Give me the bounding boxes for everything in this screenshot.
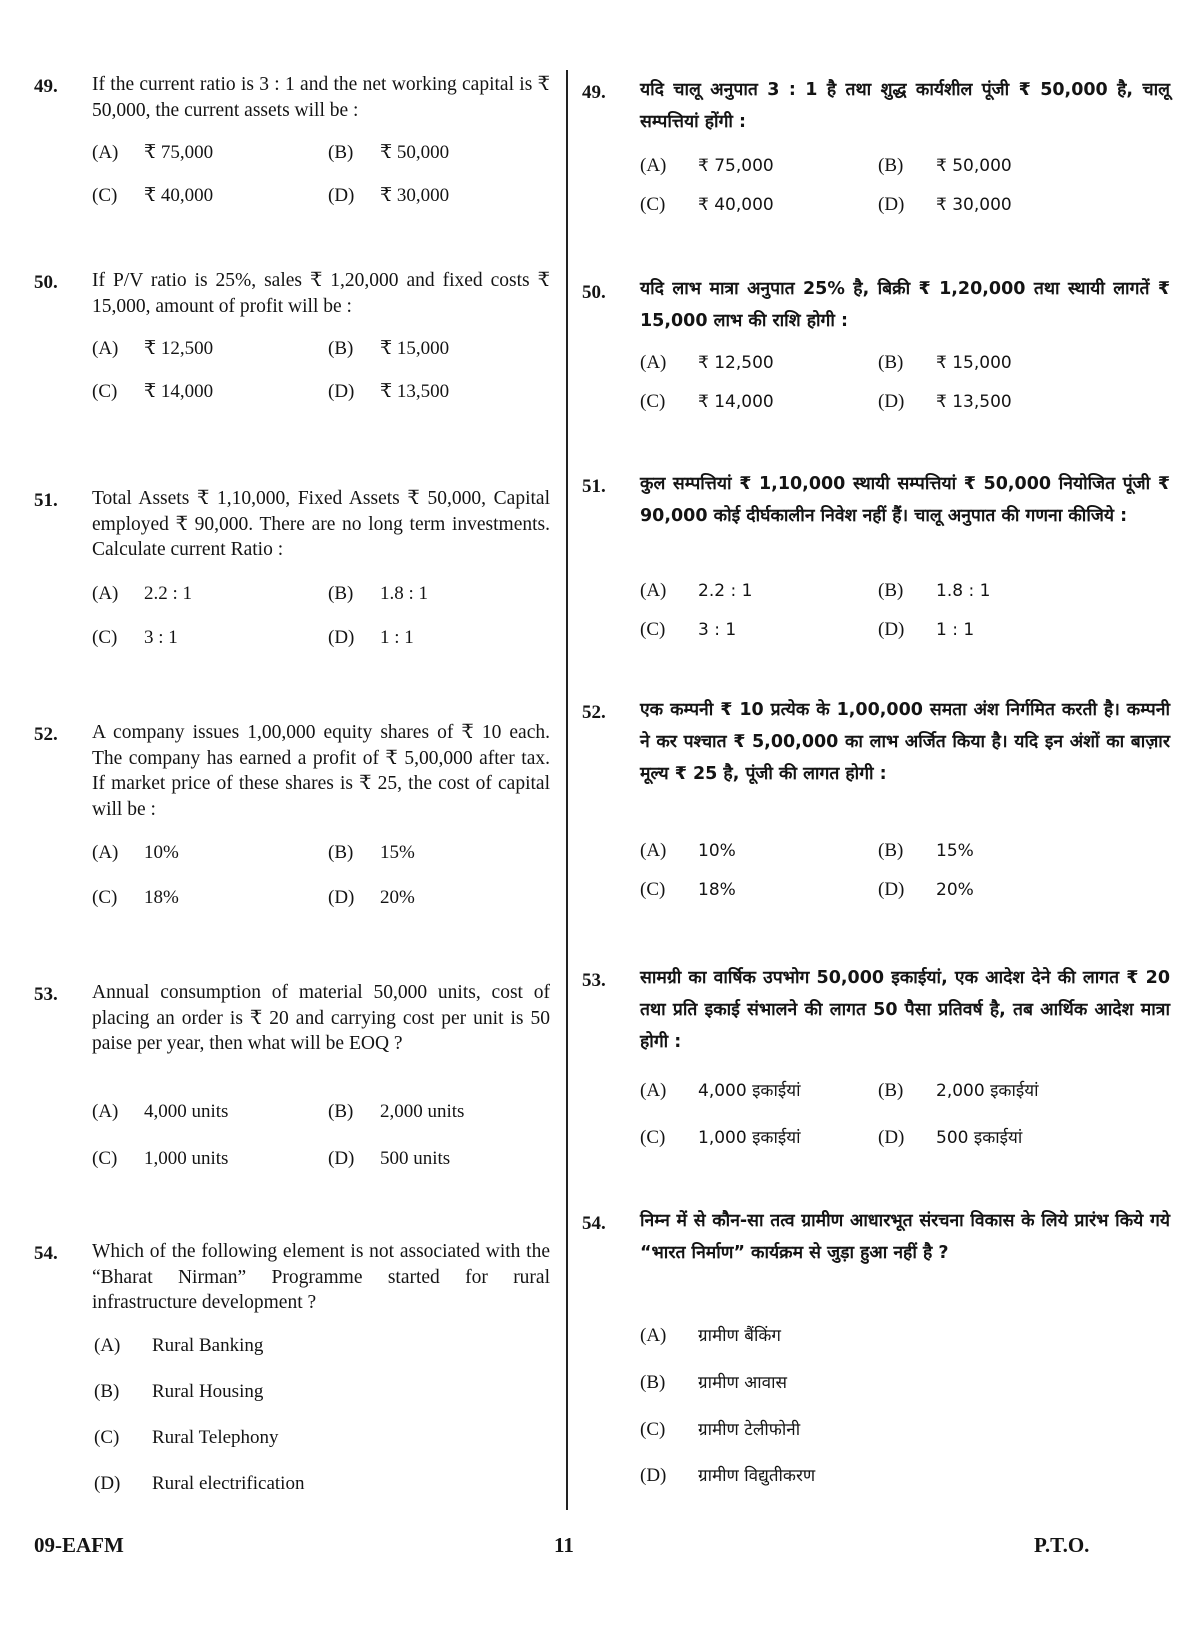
option-a: (A) 2.2 : 1 — [640, 580, 753, 601]
option-c: (C) 18% — [92, 887, 179, 908]
option-c: (C) ₹ 40,000 — [640, 194, 774, 215]
option-b: (B) 2,000 units — [328, 1101, 465, 1122]
option-a: (A) 4,000 इकाईयां — [640, 1080, 801, 1101]
question-text: निम्न में से कौन-सा तत्व ग्रामीण आधारभूत संरचना विकास के लिये प्रारंभ किये गये “भारत निर्माण” कार्यक्रम से जुड़ा हुआ नहीं है ? — [640, 1211, 1170, 1263]
question-number: 50. — [582, 282, 606, 303]
column-divider — [566, 70, 568, 1510]
question-number: 54. — [34, 1243, 58, 1264]
question-text: कुल सम्पत्तियां ₹ 1,10,000 स्थायी सम्पत्तियां ₹ 50,000 नियोजित पूंजी ₹ 90,000 कोई दीर्घकालीन निवेश नहीं हैं। चालू अनुपात की गणना कीजिये : — [640, 474, 1170, 526]
option-c: (C) ₹ 14,000 — [92, 381, 214, 402]
paper-code: 09-EAFM — [34, 1533, 124, 1557]
option-c: (C) Rural Telephony — [94, 1427, 279, 1448]
question-number: 49. — [34, 76, 58, 97]
pto-label: P.T.O. — [1034, 1533, 1090, 1557]
option-b: (B) 15% — [328, 842, 415, 863]
option-a: (A) 4,000 units — [92, 1101, 229, 1122]
question-number: 52. — [582, 702, 606, 723]
option-a: (A) 10% — [640, 840, 736, 861]
option-d: (D) 500 इकाईयां — [878, 1127, 1023, 1148]
option-a: (A) 10% — [92, 842, 179, 863]
option-c: (C) 1,000 इकाईयां — [640, 1127, 801, 1148]
option-c: (C) ₹ 14,000 — [640, 391, 774, 412]
question-text: सामग्री का वार्षिक उपभोग 50,000 इकाईयां, एक आदेश देने की लागत ₹ 20 तथा प्रति इकाई संभालने की लागत 50 पैसा प्रतिवर्ष है, तब आर्थिक आदेश मात्रा होगी : — [640, 968, 1170, 1052]
option-d: (D) ग्रामीण विद्युतीकरण — [640, 1465, 816, 1486]
option-d: (D) ₹ 30,000 — [328, 185, 450, 206]
option-c: (C) 18% — [640, 879, 736, 900]
option-a: (A) Rural Banking — [94, 1335, 264, 1356]
option-b: (B) Rural Housing — [94, 1381, 264, 1402]
question-text: If P/V ratio is 25%, sales ₹ 1,20,000 and fixed costs ₹ 15,000, amount of profit will be : — [92, 270, 550, 317]
question-text: यदि चालू अनुपात 3 : 1 है तथा शुद्ध कार्यशील पूंजी ₹ 50,000 है, चालू सम्पत्तियां होंगी : — [640, 80, 1170, 132]
option-b: (B) ₹ 15,000 — [328, 338, 450, 359]
question-number: 51. — [582, 476, 606, 497]
option-d: (D) ₹ 30,000 — [878, 194, 1012, 215]
option-c: (C) 1,000 units — [92, 1148, 229, 1169]
question-number: 54. — [582, 1213, 606, 1234]
question-number: 53. — [582, 970, 606, 991]
question-text: यदि लाभ मात्रा अनुपात 25% है, बिक्री ₹ 1,20,000 तथा स्थायी लागतें ₹ 15,000 लाभ की राशि होगी : — [640, 279, 1170, 331]
option-a: (A) ₹ 12,500 — [640, 352, 774, 373]
option-c: (C) ₹ 40,000 — [92, 185, 214, 206]
option-b: (B) ₹ 50,000 — [328, 142, 450, 163]
option-a: (A) ग्रामीण बैंकिंग — [640, 1325, 781, 1346]
option-d: (D) 20% — [878, 879, 974, 900]
question-text: Which of the following element is not associated with the “Bharat Nirman” Programme started for rural infrastructure development ? — [92, 1241, 550, 1313]
option-a: (A) ₹ 12,500 — [92, 338, 214, 359]
option-d: (D) ₹ 13,500 — [328, 381, 450, 402]
question-number: 52. — [34, 724, 58, 745]
question-number: 51. — [34, 490, 58, 511]
question-number: 53. — [34, 984, 58, 1005]
option-a: (A) ₹ 75,000 — [92, 142, 214, 163]
question-text: Total Assets ₹ 1,10,000, Fixed Assets ₹ 50,000, Capital employed ₹ 90,000. There are no long term investments. Calculate current Ratio : — [92, 488, 550, 560]
option-d: (D) Rural electrification — [94, 1473, 305, 1494]
question-text: If the current ratio is 3 : 1 and the net working capital is ₹ 50,000, the current assets will be : — [92, 74, 550, 121]
page-number: 11 — [554, 1533, 574, 1557]
option-c: (C) 3 : 1 — [640, 619, 737, 640]
question-text: A company issues 1,00,000 equity shares of ₹ 10 each. The company has earned a profit of ₹ 5,00,000 after tax. If market price of these shares is ₹ 25, the cost of capital will be : — [92, 722, 550, 820]
option-b: (B) 1.8 : 1 — [878, 580, 991, 601]
option-b: (B) ₹ 15,000 — [878, 352, 1012, 373]
option-b: (B) ग्रामीण आवास — [640, 1372, 787, 1393]
option-c: (C) ग्रामीण टेलीफोनी — [640, 1419, 801, 1440]
option-a: (A) ₹ 75,000 — [640, 155, 774, 176]
option-b: (B) 1.8 : 1 — [328, 583, 429, 604]
option-a: (A) 2.2 : 1 — [92, 583, 193, 604]
option-d: (D) 1 : 1 — [878, 619, 975, 640]
question-text: एक कम्पनी ₹ 10 प्रत्येक के 1,00,000 समता अंश निर्गमित करती है। कम्पनी ने कर पश्चात ₹ 5,00,000 का लाभ अर्जित किया है। यदि इन अंशों का बाज़ार मूल्य ₹ 25 है, पूंजी की लागत होगी : — [640, 700, 1170, 784]
option-d: (D) 1 : 1 — [328, 627, 414, 648]
option-b: (B) ₹ 50,000 — [878, 155, 1012, 176]
option-b: (B) 15% — [878, 840, 974, 861]
option-d: (D) 500 units — [328, 1148, 451, 1169]
question-text: Annual consumption of material 50,000 units, cost of placing an order is ₹ 20 and carrying cost per unit is 50 paise per year, then what will be EOQ ? — [92, 982, 550, 1054]
question-number: 49. — [582, 82, 606, 103]
option-d: (D) 20% — [328, 887, 415, 908]
option-b: (B) 2,000 इकाईयां — [878, 1080, 1039, 1101]
question-number: 50. — [34, 272, 58, 293]
option-d: (D) ₹ 13,500 — [878, 391, 1012, 412]
option-c: (C) 3 : 1 — [92, 627, 178, 648]
